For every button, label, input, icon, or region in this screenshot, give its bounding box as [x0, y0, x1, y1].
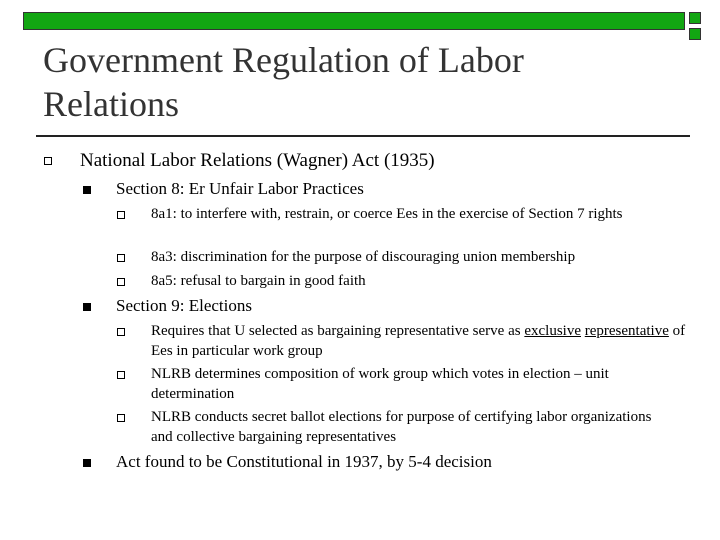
- bullet-8a1: 8a1: to interfere with, restrain, or coerce Ees in the exercise of Section 7 rights: [151, 206, 623, 222]
- hollow-square-bullet-icon: [117, 414, 125, 422]
- bullet-wagner-act: National Labor Relations (Wagner) Act (1935): [80, 150, 435, 171]
- bullet-section-8: Section 8: Er Unfair Labor Practices: [116, 179, 364, 198]
- bullet-secret-ballot: NLRB conducts secret ballot elections for purpose of certifying labor organizations and collective bargaining representatives: [151, 409, 652, 445]
- hollow-square-bullet-icon: [117, 371, 125, 379]
- s9-item1-text: of Ees in particular work group: [151, 323, 686, 359]
- corner-decor-box: [689, 12, 701, 24]
- hollow-square-bullet-icon: [44, 157, 52, 165]
- top-decor-bar: [23, 12, 685, 30]
- hollow-square-bullet-icon: [117, 278, 125, 286]
- hollow-square-bullet-icon: [117, 211, 125, 219]
- slide-title: [43, 38, 663, 126]
- filled-square-bullet-icon: [83, 459, 91, 467]
- s9-item1-text: Requires that U selected as bargaining representative serve as: [151, 323, 521, 339]
- s9-item1-underlined: exclusive: [524, 323, 581, 339]
- corner-decor-box: [689, 28, 701, 40]
- bullet-8a3: 8a3: discrimination for the purpose of discouraging union membership: [151, 249, 576, 265]
- hollow-square-bullet-icon: [117, 254, 125, 262]
- bullet-exclusive-representative: [151, 321, 686, 361]
- bullet-constitutional: Act found to be Constitutional in 1937, by 5-4 decision: [116, 452, 492, 471]
- hollow-square-bullet-icon: [117, 328, 125, 336]
- bullet-section-9: Section 9: Elections: [116, 296, 252, 315]
- s9-item1-underlined: representative: [584, 323, 669, 339]
- bullet-8a5: 8a5: refusal to bargain in good faith: [151, 273, 366, 289]
- title-line-2: Relations: [43, 84, 179, 124]
- title-divider: [36, 135, 690, 137]
- title-line-1: Government Regulation of Labor: [43, 40, 524, 80]
- filled-square-bullet-icon: [83, 186, 91, 194]
- bullet-unit-determination: NLRB determines composition of work group which votes in election – unit determination: [151, 366, 609, 402]
- filled-square-bullet-icon: [83, 303, 91, 311]
